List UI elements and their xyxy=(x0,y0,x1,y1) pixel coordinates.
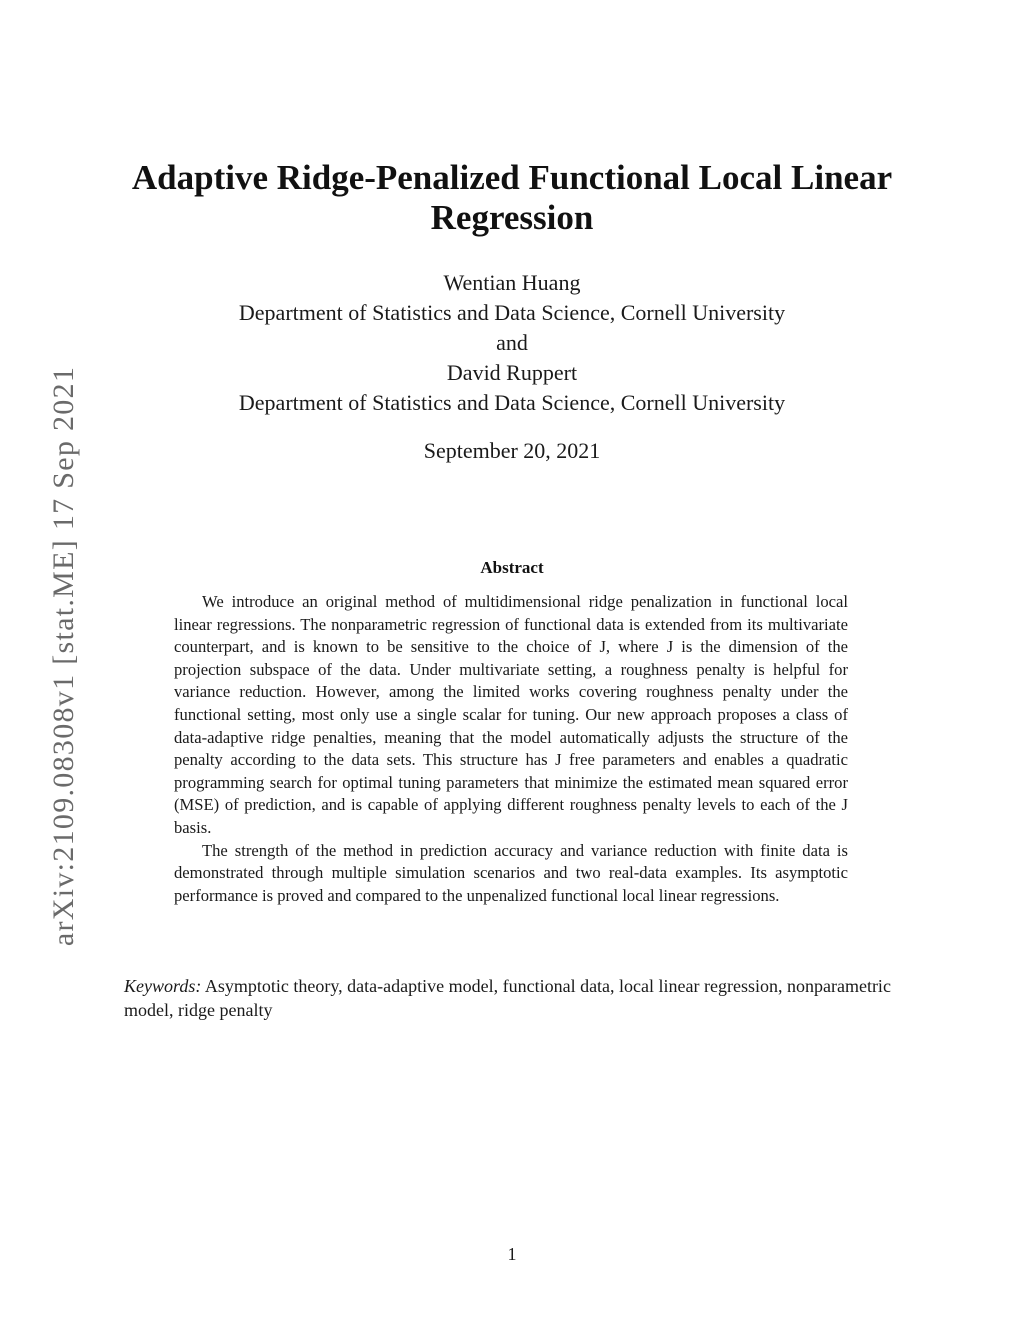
abstract-paragraph: We introduce an original method of multidimensional ridge penalization in functional local linear regressions. The nonparametric regression of functional data is extended from its multivariate counterpart, and is known to be sensitive to the choice of J, where J is the dimension of the projection subspace of the data. Under multivariate setting, a roughness penalty is helpful for variance reduction. However, among the limited works covering roughness penalty under the functional setting, most only use a single scalar for tuning. Our new approach proposes a class of data-adaptive ridge penalties, meaning that the model automatically adjusts the structure of the penalty according to the data sets. This structure has J free parameters and enables a quadratic programming search for optimal tuning parameters that minimize the estimated mean squared error (MSE) of prediction, and is capable of applying different roughness penalty levels to each of the J basis. xyxy=(174,592,848,837)
keywords-label: Keywords: xyxy=(124,976,202,996)
abstract-body xyxy=(174,591,848,907)
author-name: David Ruppert xyxy=(446,360,578,385)
paper-title: Adaptive Ridge-Penalized Functional Local Linear Regression xyxy=(131,158,893,237)
author-affiliation: Department of Statistics and Data Science, Cornell University xyxy=(238,300,786,325)
abstract-heading: Abstract xyxy=(480,558,544,577)
keywords-text: Asymptotic theory, data-adaptive model, functional data, local linear regression, nonparametric model, ridge penalty xyxy=(124,976,891,1020)
page-number: 1 xyxy=(507,1244,517,1264)
paper-date: September 20, 2021 xyxy=(423,438,601,463)
author-separator: and xyxy=(496,330,528,355)
author-name: Wentian Huang xyxy=(443,270,581,295)
abstract-paragraph: The strength of the method in prediction accuracy and variance reduction with finite data is demonstrated through multiple simulation scenarios and two real-data examples. Its asymptotic performance is proved and compared to the unpenalized functional local linear regressions. xyxy=(174,840,848,905)
author-block xyxy=(112,268,912,418)
keywords-section xyxy=(124,974,896,1022)
author-affiliation: Department of Statistics and Data Science, Cornell University xyxy=(238,390,786,415)
arxiv-identifier: arXiv:2109.08308v1 [stat.ME] 17 Sep 2021 xyxy=(47,365,80,947)
